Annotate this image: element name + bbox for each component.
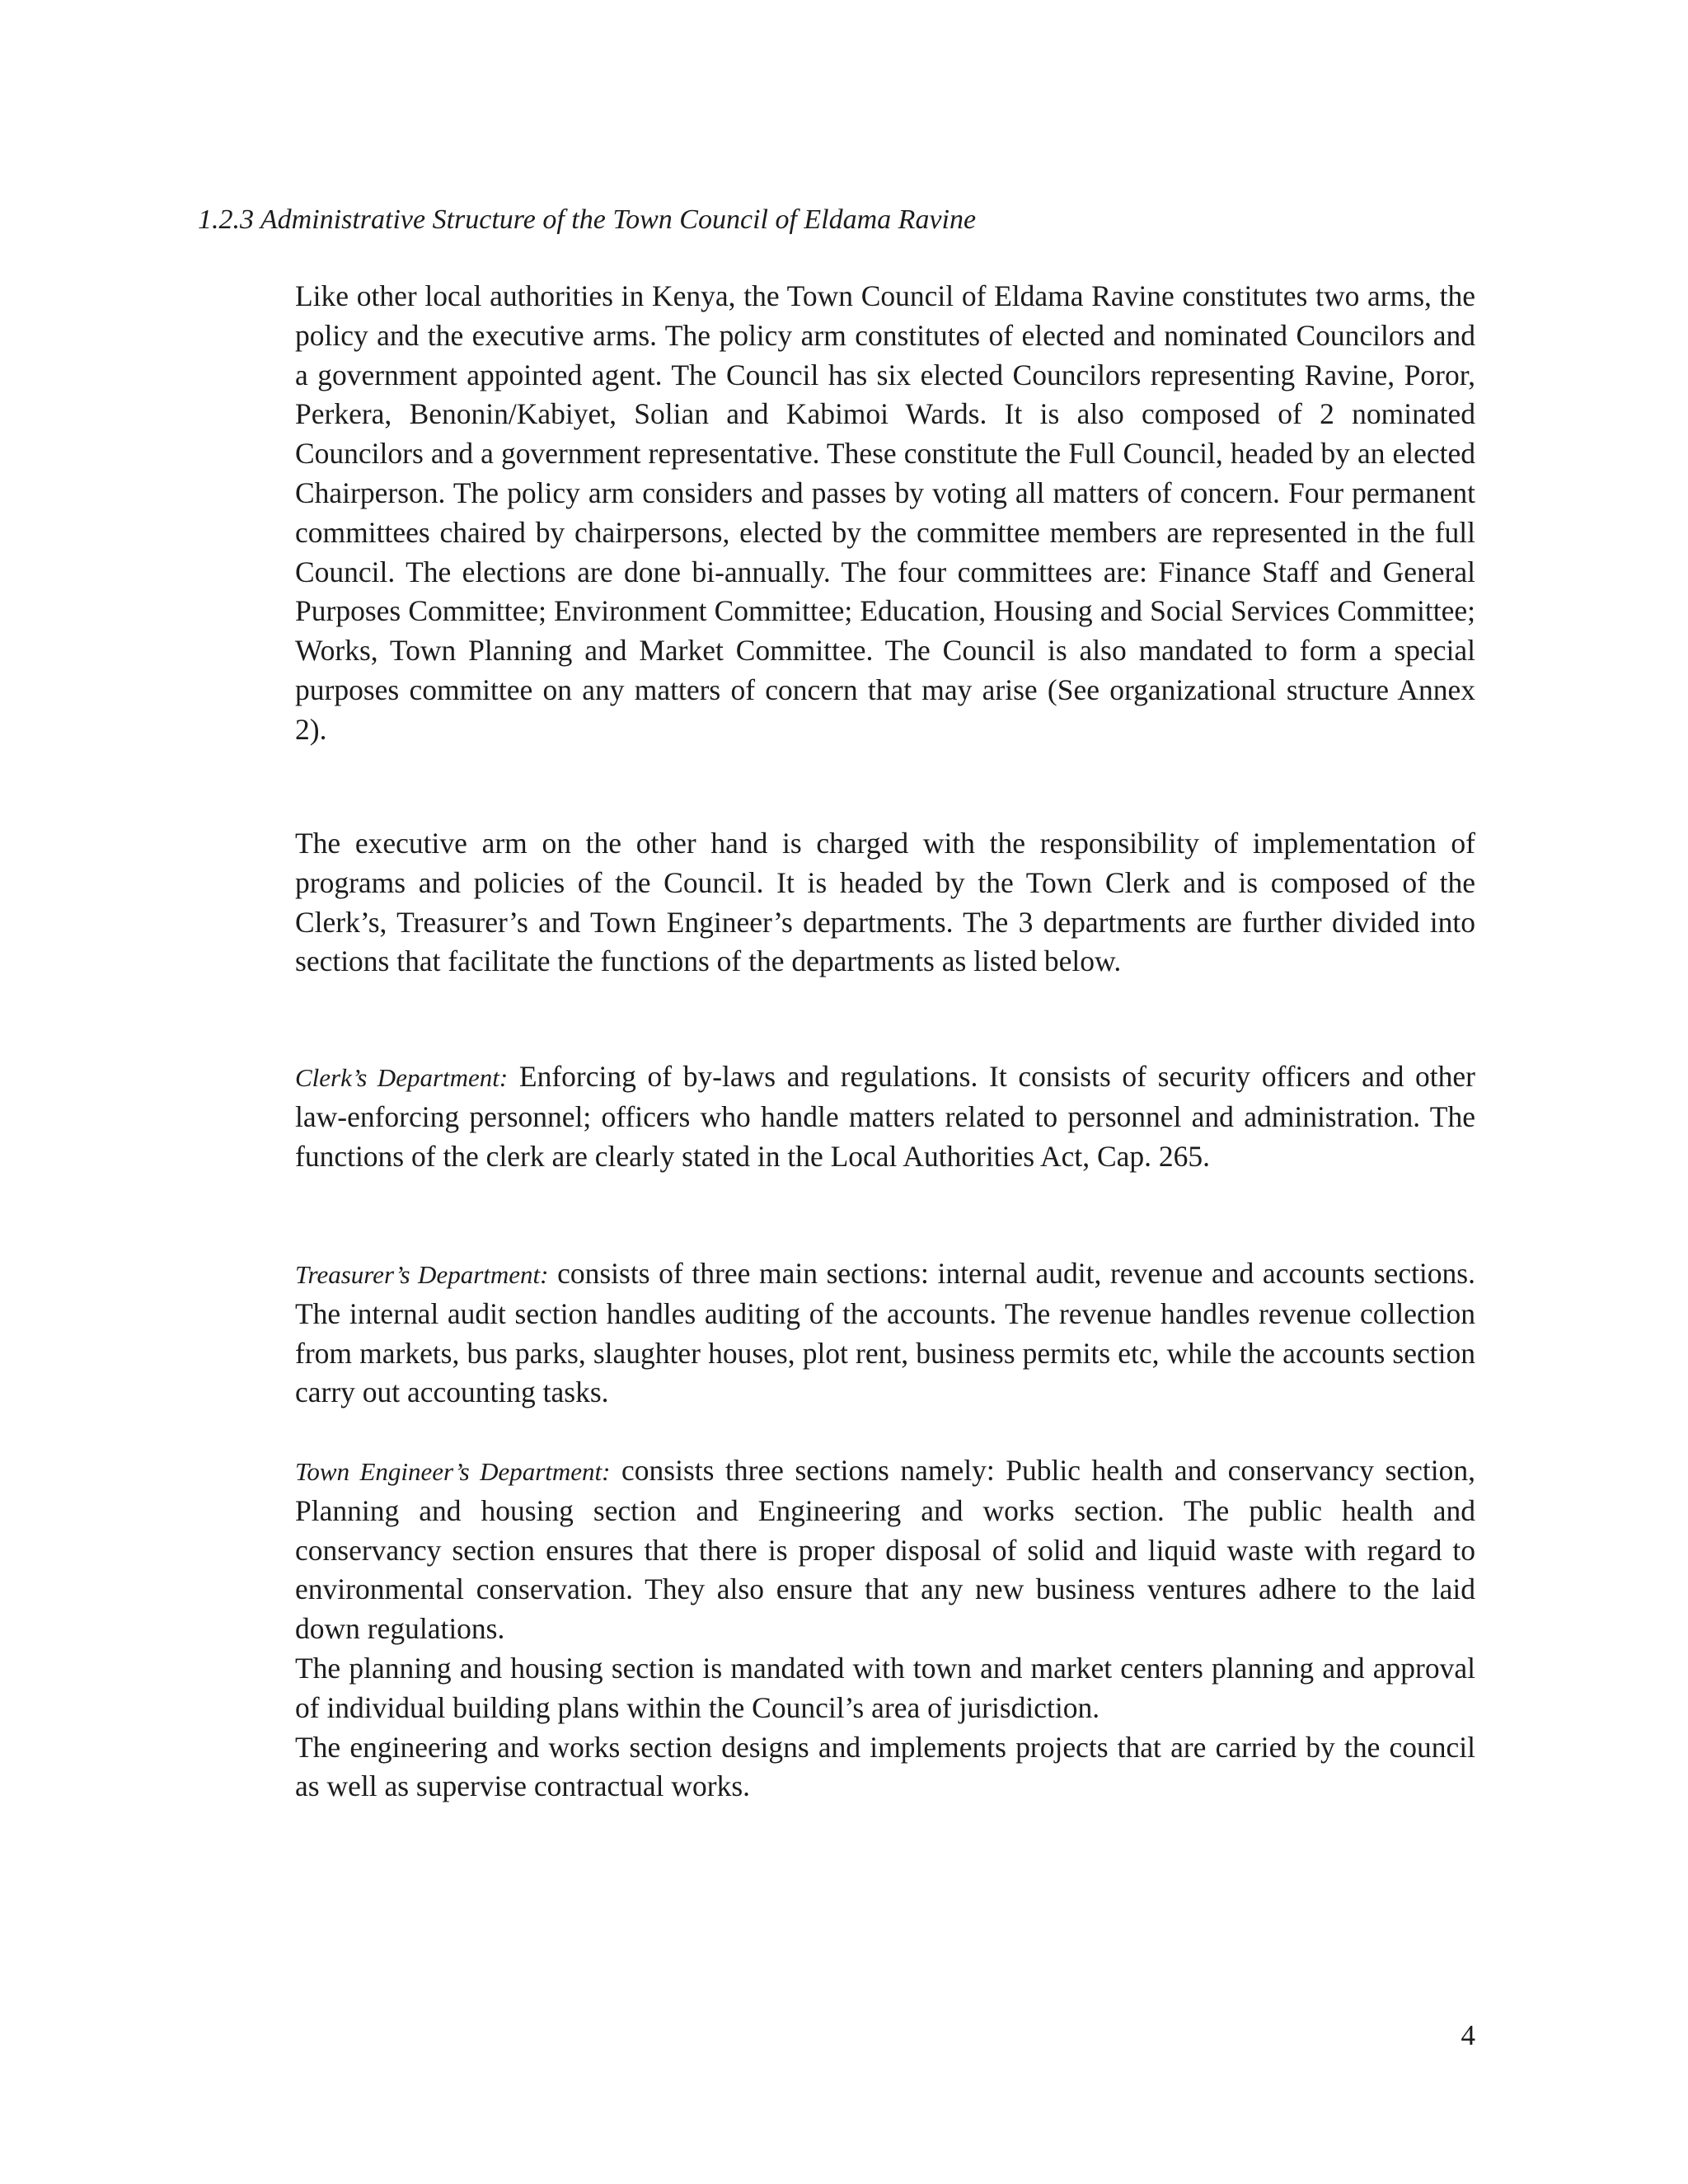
works-section-paragraph: The engineering and works section designs and implements projects that are carried by the council as well as supervise contractual works. [295, 1730, 1475, 1803]
treasurer-department-block [295, 1254, 1475, 1413]
page-number: 4 [1461, 2019, 1475, 2051]
clerk-department-label: Clerk’s Department: [295, 1063, 509, 1092]
treasurer-department-text: consists of three main sections: internal audit, revenue and accounts sections. The internal audit section handles auditing of the accounts. The revenue handles revenue collection from markets, bus parks, slaughter houses, plot rent, business permits etc, while the accounts section carry out accounting tasks. [295, 1257, 1475, 1409]
executive-paragraph: The executive arm on the other hand is charged with the responsibility of implementation of programs and policies of the Council. It is headed by the Town Clerk and is composed of the Clerk’s, Treasurer’s and Town Engineer’s departments. The 3 departments are further divided into sections that facilitate the functions of the departments as listed below. [295, 827, 1475, 978]
engineer-department-block [295, 1451, 1475, 1807]
treasurer-department-paragraph [295, 1254, 1475, 1413]
intro-paragraph: Like other local authorities in Kenya, the Town Council of Eldama Ravine constitutes two arms, the policy and the executive arms. The policy arm constitutes of elected and nominated Councilors and a government appointed agent. The Council has six elected Councilors representing Ravine, Poror, Perkera, Benonin/Kabiyet, Solian and Kabimoi Wards. It is also composed of 2 nominated Councilors and a government representative. These constitute the Full Council, headed by an elected Chairperson. The policy arm considers and passes by voting all matters of concern. Four permanent committees chaired by chairpersons, elected by the committee members are represented in the full Council. The elections are done bi-annually. The four committees are: Finance Staff and General Purposes Committee; Environment Committee; Education, Housing and Social Services Committee; Works, Town Planning and Market Committee. The Council is also mandated to form a special purposes committee on any matters of concern that may arise (See organizational structure Annex 2). [295, 279, 1475, 746]
engineer-department-text: consists three sections namely: Public health and conservancy section, Planning and housing section and Engineering and works section. The public health and conservancy section ensures that there is proper disposal of solid and liquid waste with regard to environmental conservation. They also ensure that any new business ventures adhere to the laid down regulations. [295, 1454, 1475, 1646]
engineer-department-paragraph [295, 1451, 1475, 1649]
treasurer-department-label: Treasurer’s Department: [295, 1260, 549, 1289]
clerk-department-text: Enforcing of by-laws and regulations. It consists of security officers and other law-enforcing personnel; officers who handle matters related to personnel and administration. The functions of the clerk are clearly stated in the Local Authorities Act, Cap. 265. [295, 1060, 1476, 1173]
clerk-department-block [295, 1057, 1475, 1176]
engineer-department-label: Town Engineer’s Department: [295, 1457, 611, 1486]
intro-paragraph-block [295, 277, 1475, 750]
planning-section-paragraph: The planning and housing section is mandated with town and market centers planning and approval of individual building plans within the Council’s area of jurisdiction. [295, 1651, 1475, 1724]
clerk-department-paragraph [295, 1057, 1475, 1176]
section-heading: 1.2.3 Administrative Structure of the Town Council of Eldama Ravine [198, 204, 977, 235]
executive-paragraph-block [295, 824, 1475, 982]
